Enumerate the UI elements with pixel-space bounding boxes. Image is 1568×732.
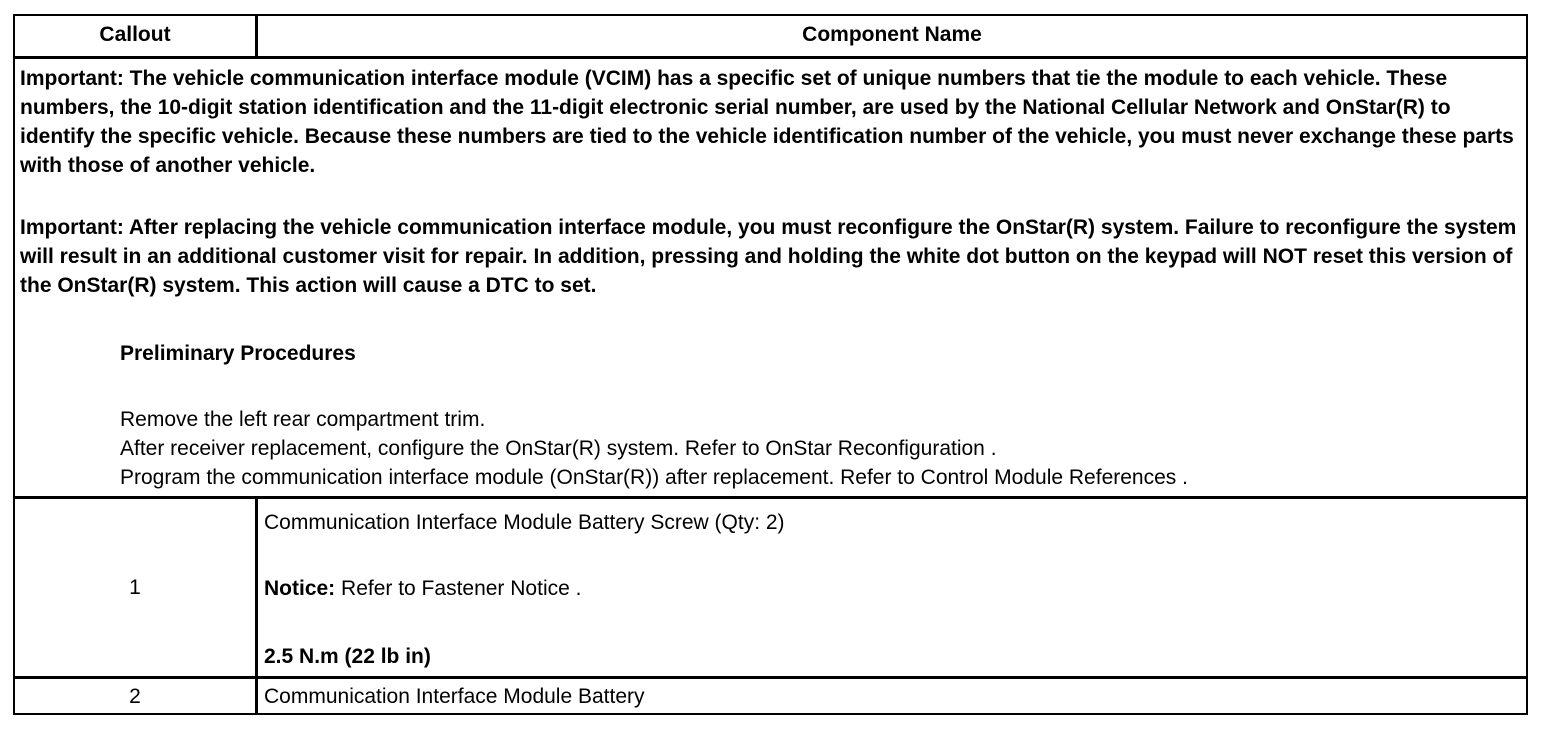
important-note-reconfigure: Important: After replacing the vehicle communication interface module, you must reconfigure the OnStar(R) system. Failure to reconfigure the system will result in an additional customer visit for repair. In addition, pressing and holding the white dot button on the keypad will NOT reset this version of the OnStar(R) system. This action will cause a DTC to set. bbox=[20, 216, 1517, 297]
important-note-vcim: Important: The vehicle communication interface module (VCIM) has a specific set of unique numbers that tie the module to each vehicle. These numbers, the 10-digit station identification and the 11-digit electronic serial number, are used by the National Cellular Network and OnStar(R) to identify the specific vehicle. Because these numbers are tied to the vehicle identification number of the vehicle, you must never exchange these parts with those of another vehicle. bbox=[20, 67, 1514, 177]
component-name: Communication Interface Module Battery Screw (Qty: 2) bbox=[264, 511, 785, 534]
header-divider bbox=[15, 56, 1526, 59]
procedure-table bbox=[13, 14, 1528, 715]
procedure-step: Program the communication interface module (OnStar(R)) after replacement. Refer to Control Module References . bbox=[120, 466, 1188, 489]
preliminary-procedures bbox=[120, 339, 1510, 492]
rows-column-divider bbox=[255, 497, 258, 715]
procedure-step: After receiver replacement, configure the OnStar(R) system. Refer to OnStar Reconfiguration . bbox=[120, 437, 997, 460]
notice-text: Refer to Fastener Notice . bbox=[335, 577, 582, 600]
notice-line bbox=[264, 574, 1519, 603]
callout-number: 2 bbox=[129, 685, 141, 708]
component-cell bbox=[264, 508, 1519, 671]
preliminary-procedures-title: Preliminary Procedures bbox=[120, 342, 356, 365]
column-header-callout: Callout bbox=[99, 23, 171, 46]
procedure-step: Remove the left rear compartment trim. bbox=[120, 408, 486, 431]
callout-number: 1 bbox=[129, 576, 141, 599]
notes-block bbox=[20, 64, 1520, 300]
column-header-component-name: Component Name bbox=[802, 23, 982, 46]
notice-label: Notice: bbox=[264, 577, 336, 600]
torque-spec: 2.5 N.m (22 lb in) bbox=[264, 645, 431, 668]
component-name: Communication Interface Module Battery bbox=[264, 685, 645, 708]
